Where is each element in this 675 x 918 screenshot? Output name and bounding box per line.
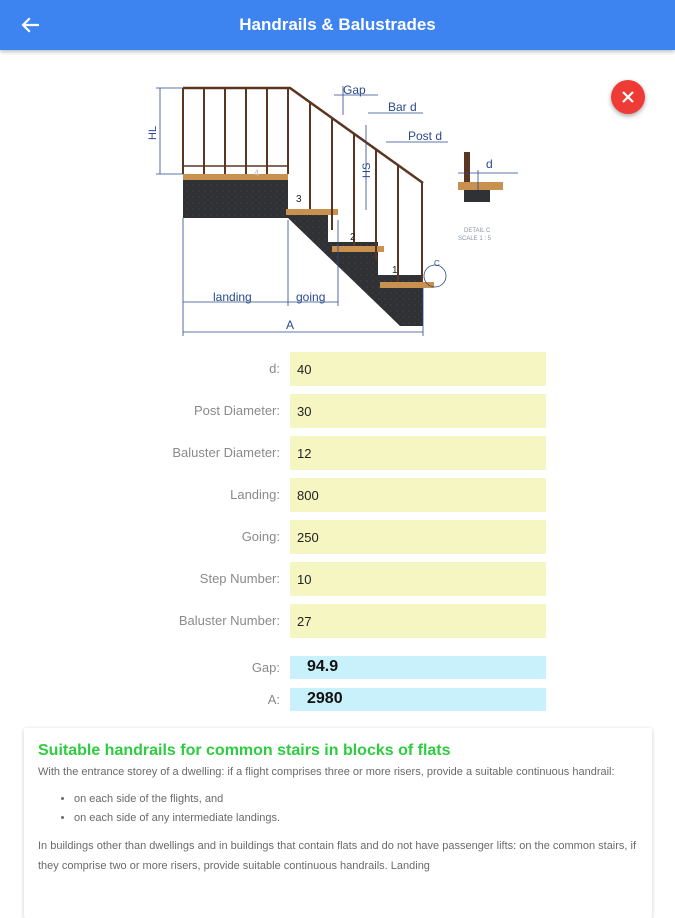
label-hl: HL xyxy=(147,125,159,140)
a-value: 2980 xyxy=(290,688,546,711)
label-detail: DETAIL C xyxy=(464,228,491,234)
result-label: Gap: xyxy=(251,660,280,675)
info-title: Suitable handrails for common stairs in blocks of flats xyxy=(38,742,451,759)
going-input[interactable] xyxy=(290,520,546,554)
result-gap xyxy=(0,656,675,679)
list-item: • on each side of the flights, and xyxy=(74,790,638,809)
field-baluster-diameter xyxy=(0,436,675,470)
tread-1 xyxy=(380,282,434,288)
field-post-diameter xyxy=(0,394,675,428)
label-a: A xyxy=(286,318,295,332)
field-going xyxy=(0,520,675,554)
label-c: C xyxy=(434,259,440,268)
label-landing: landing xyxy=(213,290,252,304)
close-icon xyxy=(622,91,634,103)
result-a xyxy=(0,688,675,711)
label-step-3: 3 xyxy=(296,194,302,205)
close-button[interactable] xyxy=(611,80,645,114)
label-step-1: 1 xyxy=(392,265,398,276)
list-item: • on each side of any intermediate landings. xyxy=(74,809,638,828)
info-card xyxy=(24,728,652,918)
field-label: Going: xyxy=(241,529,280,544)
field-step-number xyxy=(0,562,675,596)
label-bar-d: Bar d xyxy=(388,100,417,114)
result-label: A: xyxy=(267,692,280,707)
landing-balusters xyxy=(183,88,288,174)
handrail xyxy=(183,88,423,183)
baluster-number-input[interactable] xyxy=(290,604,546,638)
tread-4 xyxy=(183,174,288,180)
post-diameter-input[interactable] xyxy=(290,394,546,428)
tread-3 xyxy=(286,209,338,215)
info-paragraph: In buildings other than dwellings and in buildings that contain flats and do not have passenger lifts: on the common stairs, if they comprise two or more risers, provide suitable continuous handrails. Landing xyxy=(38,840,637,872)
field-label: Baluster Diameter: xyxy=(172,445,280,460)
field-landing xyxy=(0,478,675,512)
info-bullets xyxy=(38,790,638,828)
field-label: d: xyxy=(269,361,280,376)
field-label: Landing: xyxy=(230,487,280,502)
label-scale: SCALE 1 : 5 xyxy=(458,236,492,242)
label-step-4: 4 xyxy=(254,168,260,178)
label-going: going xyxy=(296,290,326,304)
info-intro: With the entrance storey of a dwelling: if a flight comprises three or more risers, provide a suitable continuous handrail: xyxy=(38,766,615,778)
field-d xyxy=(0,352,675,386)
field-baluster-number xyxy=(0,604,675,638)
field-label: Step Number: xyxy=(199,571,280,586)
staircase-diagram xyxy=(138,70,538,340)
gap-value: 94.9 xyxy=(290,656,546,679)
d-input[interactable] xyxy=(290,352,546,386)
label-detail-d: d xyxy=(486,157,493,171)
field-label: Post Diameter: xyxy=(194,403,280,418)
label-hs: HS xyxy=(361,162,373,178)
baluster-diameter-input[interactable] xyxy=(290,436,546,470)
label-post-d: Post d xyxy=(408,129,443,143)
app-bar xyxy=(0,0,675,50)
label-gap: Gap xyxy=(343,83,366,97)
page-title: Handrails & Balustrades xyxy=(239,15,436,34)
label-step-2: 2 xyxy=(350,232,356,243)
landing-input[interactable] xyxy=(290,478,546,512)
step-number-input[interactable] xyxy=(290,562,546,596)
field-label: Baluster Number: xyxy=(178,613,280,628)
